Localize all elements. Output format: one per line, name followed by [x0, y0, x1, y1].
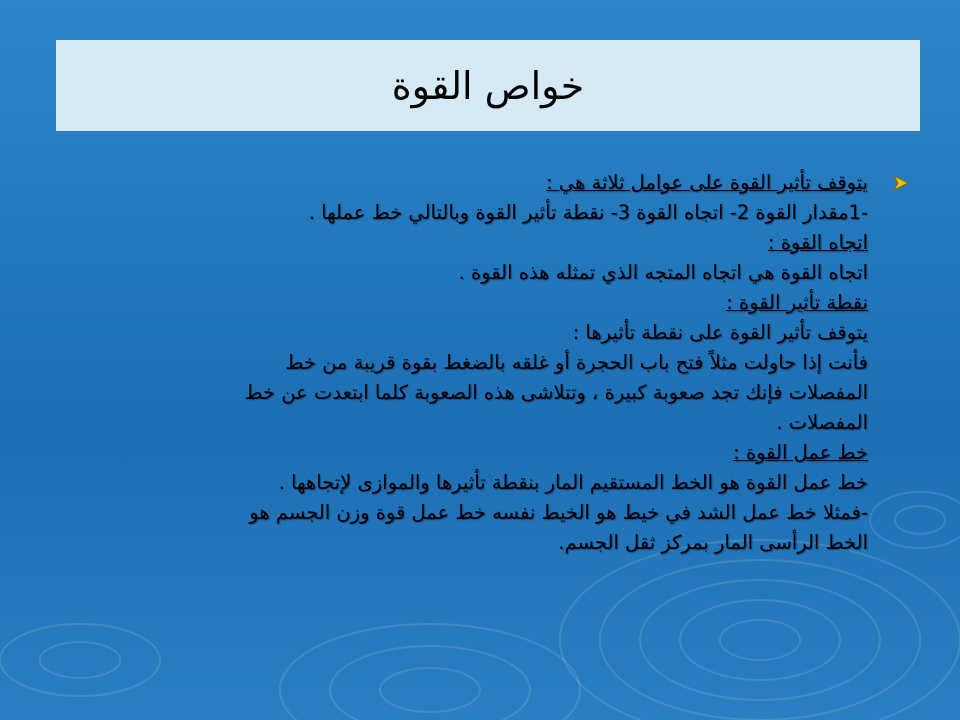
body-line-intro: يتوقف تأثير القوة على عوامل ثلاثة هي :	[546, 171, 868, 194]
body-line-door-example-3: المفصلات .	[776, 411, 868, 434]
body-line-factors: -1مقدار القوة 2- اتجاه القوة 3- نقطة تأثير القوة وبالتالي خط عملها .	[308, 201, 868, 224]
body-line-line-of-action: خط عمل القوة هو الخط المستقيم المار بنقطة تأثيرها والموازى لإتجاهها .	[278, 471, 868, 494]
title-box	[56, 40, 920, 131]
body-line-application-point: يتوقف تأثير القوة على نقطة تأثيرها :	[572, 321, 868, 344]
heading-application-point: نقطة تأثير القوة :	[726, 291, 868, 314]
slide-title: خواص القوة	[391, 63, 585, 108]
slide-body	[56, 168, 868, 558]
heading-force-direction: اتجاه القوة :	[767, 231, 868, 254]
body-line-door-example-1: فأنت إذا حاولت مثلاً فتح باب الحجرة أو غلقه بالضغط بقوة قريبة من خط	[285, 351, 868, 374]
body-line-weight-example: الخط الرأسى المار بمركز ثقل الجسم.	[558, 531, 868, 554]
body-line-direction: اتجاه القوة هي اتجاه المتجه الذي تمثله هذه القوة .	[458, 261, 868, 284]
arrow-bullet-icon	[892, 174, 910, 192]
body-line-string-example: -فمثلا خط عمل الشد في خيط هو الخيط نفسه خط عمل قوة وزن الجسم هو	[249, 501, 868, 524]
body-line-door-example-2: المفصلات فإنك تجد صعوبة كبيرة ، وتتلاشى هذه الصعوبة كلما ابتعدت عن خط	[244, 381, 868, 404]
heading-line-of-action: خط عمل القوة :	[733, 441, 868, 464]
